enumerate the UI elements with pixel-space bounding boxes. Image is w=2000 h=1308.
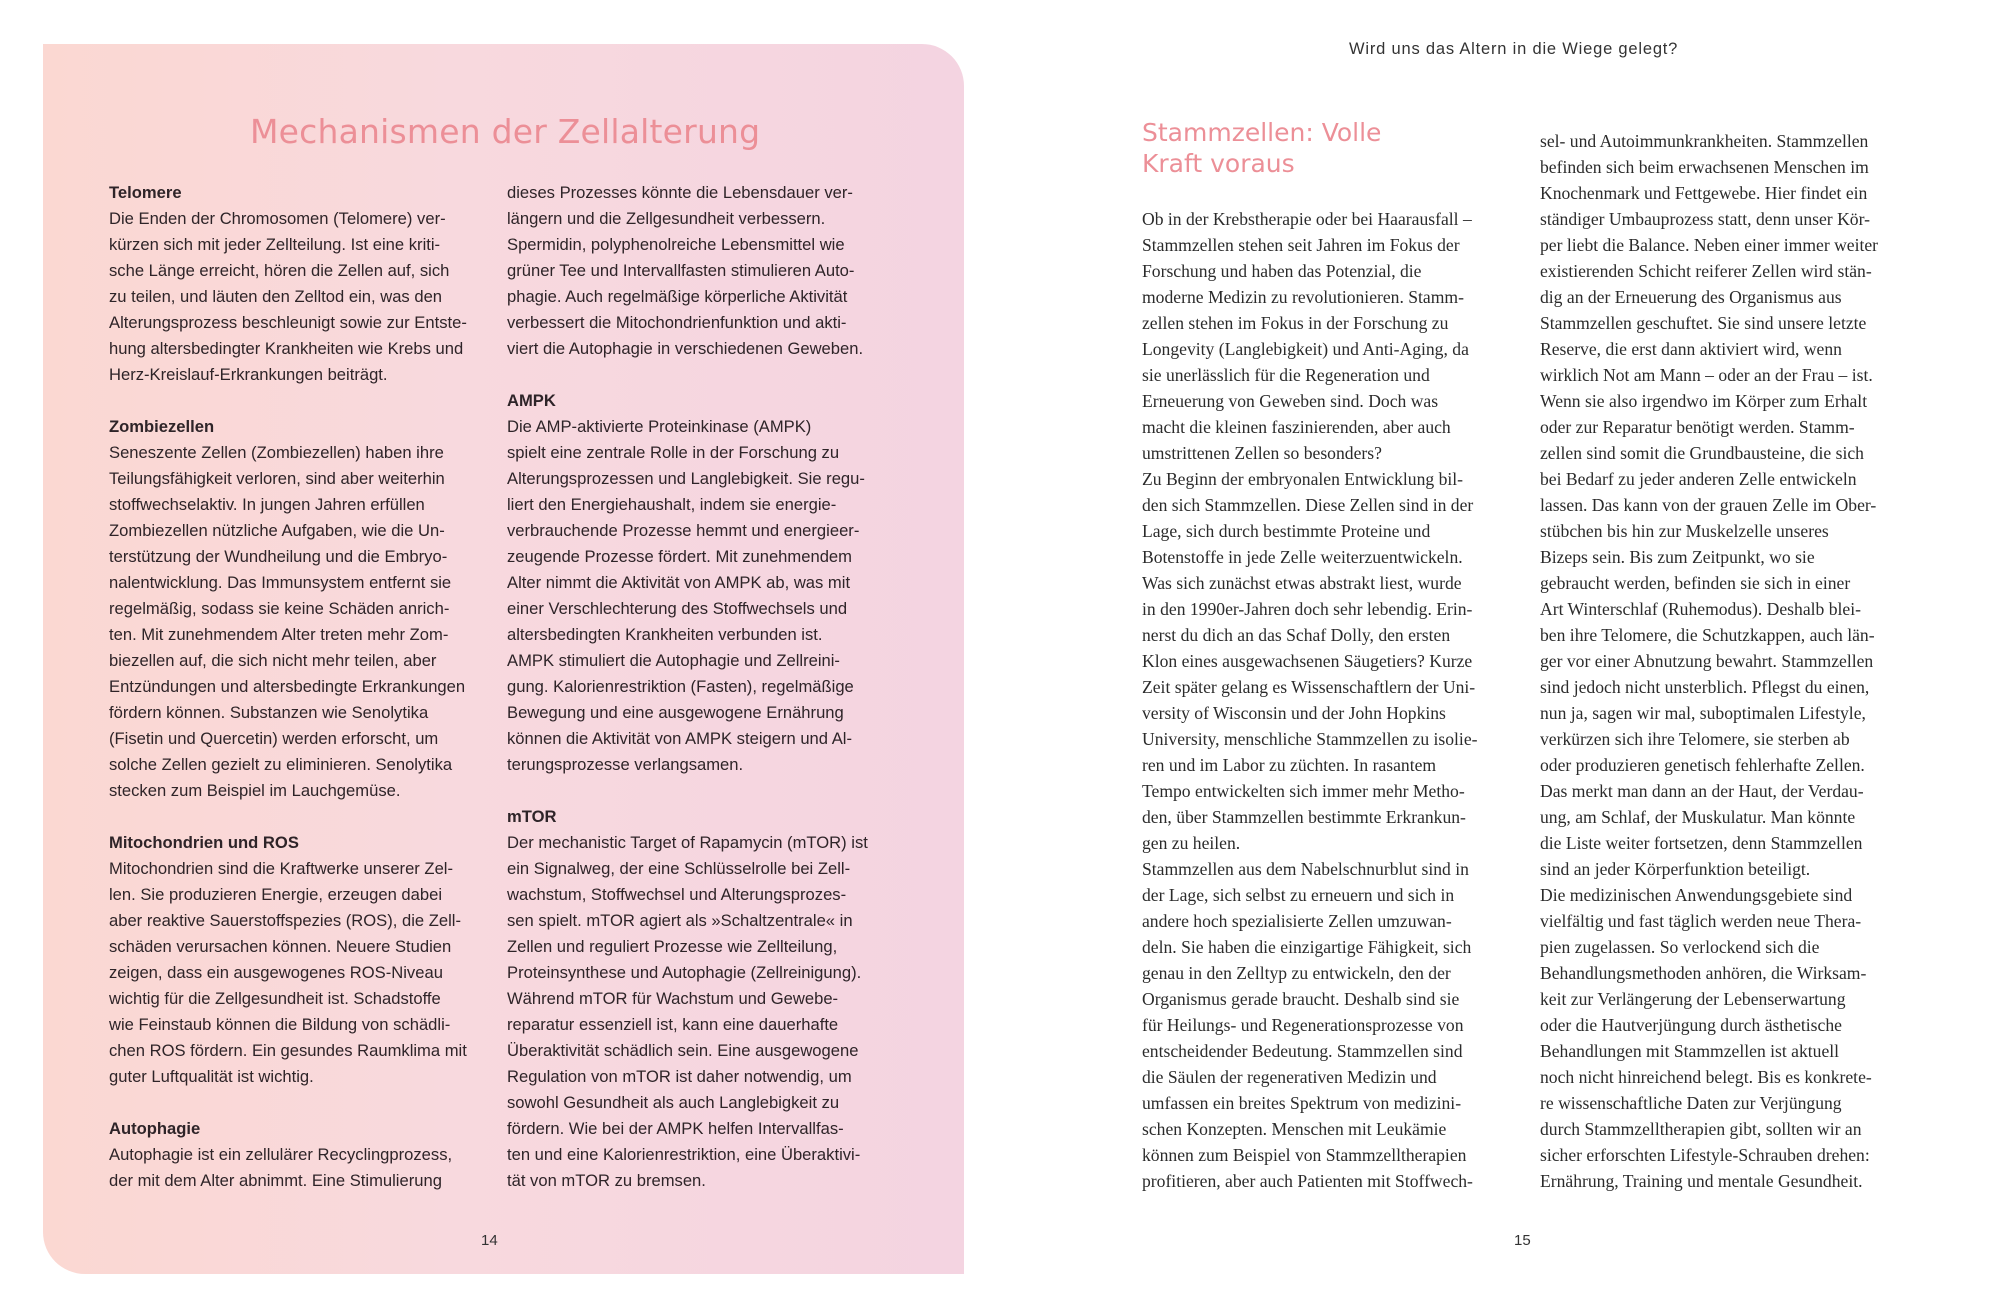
section-heading: Zombiezellen (109, 417, 215, 436)
left-page-number: 14 (481, 1232, 498, 1249)
section-zombiezellen (109, 414, 479, 804)
running-head: Wird uns das Altern in die Wiege gelegt? (1349, 40, 1679, 58)
section-mitochondrien (109, 830, 479, 1090)
section-heading: Telomere (109, 183, 182, 202)
left-page-column-2 (507, 180, 879, 1220)
left-page-title: Mechanismen der Zellalterung (250, 112, 761, 151)
section-telomere (109, 180, 479, 388)
section-heading: AMPK (507, 391, 556, 410)
section-body: Autophagie ist ein zellulärer Recyclingprozess, der mit dem Alter abnimmt. Eine Stimulierung (109, 1145, 453, 1190)
right-page-column-2 (1540, 128, 1920, 1194)
paragraph: Die medizinischen Anwendungsgebiete sind vielfältig und fast täglich werden neue Thera- pien zugelassen. So verlockend sich die Behandlungsmethoden anhören, die Wirksam- keit zur Verlängerung der Lebenserwartung oder die Hautverjüngung durch ästhetische Behandlungen mit Stammzellen ist aktuell noch nicht hinreichend belegt. Bis es konkrete- re wissenschaftliche Daten zur Verjüngung durch Stammzelltherapien gibt, sollten wir an sicher erforschten Lifestyle-Schrauben drehen: Ernährung, Training und mentale Gesundheit. (1540, 885, 1872, 1191)
left-page-column-1 (109, 180, 479, 1220)
section-body: Seneszente Zellen (Zombiezellen) haben ihre Teilungsfähigkeit verloren, sind aber weiterhin stoffwechselaktiv. In jungen Jahren erfüllen Zombiezellen nützliche Aufgaben, wie die Un- terstützung der Wundheilung und die Embryo- nalentwicklung. Das Immunsystem entfernt sie regelmäßig, sodass sie keine Schäden anrich- ten. Mit zunehmendem Alter treten mehr Zom- biezellen auf, die sich nicht mehr teilen, aber Entzündungen und altersbedingte Erkrankungen fördern können. Substanzen wie Senolytika (Fisetin und Quercetin) werden erforscht, um solche Zellen gezielt zu eliminieren. Senolytika stecken zum Beispiel im Lauchgemüse. (109, 443, 466, 800)
section-ampk (507, 388, 879, 778)
section-mtor (507, 804, 879, 1194)
section-autophagie (109, 1116, 479, 1194)
section-heading: Autophagie (109, 1119, 201, 1138)
right-page-title: Stammzellen: Volle Kraft voraus (1142, 118, 1382, 178)
paragraph: Stammzellen aus dem Nabelschnurblut sind in der Lage, sich selbst zu erneuern und sich in andere hoch spezialisierte Zellen umzuwan- deln. Sie haben die einzigartige Fähigkeit, sich genau in den Zelltyp zu entwickeln, den der Organismus gerade braucht. Deshalb sind sie für Heilungs- und Regenerationsprozesse von entscheidender Bedeutung. Stammzellen sind die Säulen der regenerativen Medizin und umfassen ein breites Spektrum von medizini- schen Konzepten. Menschen mit Leukämie können zum Beispiel von Stammzelltherapien profitieren, aber auch Patienten mit Stoffwech- (1142, 859, 1473, 1191)
right-page-number: 15 (1514, 1232, 1531, 1249)
paragraph: sel- und Autoimmunkrankheiten. Stammzellen befinden sich beim erwachsenen Menschen im Knochenmark und Fettgewebe. Hier findet ein ständiger Umbauprozess statt, denn unser Kör- per liebt die Balance. Neben einer immer weiter existierenden Schicht reiferer Zellen wird stän- dig an der Erneuerung des Organismus aus Stammzellen geschuftet. Sie sind unsere letzte Reserve, die erst dann aktiviert wird, wenn wirklich Not am Mann – oder an der Frau – ist. Wenn sie also irgendwo im Körper zum Erhalt oder zur Reparatur benötigt werden. Stamm- zellen sind somit die Grundbausteine, die sich bei Bedarf zu jeder anderen Zelle entwickeln lassen. Das kann von der grauen Zelle im Ober- stübchen bis hin zur Muskelzelle unseres Bizeps sein. Bis zum Zeitpunkt, wo sie gebraucht werden, befinden sie sich in einer Art Winterschlaf (Ruhemodus). Deshalb blei- ben ihre Telomere, die Schutzkappen, auch län- ger vor einer Abnutzung bewahrt. Stammzellen sind jedoch nicht unsterblich. Pflegst du einen, nun ja, sagen wir mal, suboptimalen Lifestyle, verkürzen sich ihre Telomere, sie sterben ab oder produzieren genetisch fehlerhafte Zellen. Das merkt man dann an der Haut, der Verdau- ung, am Schlaf, der Muskulatur. Man könnte die Liste weiter fortsetzen, denn Stammzellen sind an jeder Körperfunktion beteiligt. (1540, 131, 1879, 879)
right-page-column-1 (1142, 206, 1522, 1194)
section-body: Der mechanistic Target of Rapamycin (mTOR) ist ein Signalweg, der eine Schlüsselrolle bei Zell- wachstum, Stoffwechsel und Alterungsprozes- sen spielt. mTOR agiert als »Schaltzentrale« in Zellen und reguliert Prozesse wie Zellteilung, Proteinsynthese und Autophagie (Zellreinigung). Während mTOR für Wachstum und Gewebe- reparatur essenziell ist, kann eine dauerhafte Überaktivität schädlich sein. Eine ausgewogene Regulation von mTOR ist daher notwendig, um sowohl Gesundheit als auch Langlebigkeit zu fördern. Wie bei der AMPK helfen Intervallfas- ten und eine Kalorienrestriktion, eine Überaktivi- tät von mTOR zu bremsen. (507, 833, 868, 1190)
paragraph: Zu Beginn der embryonalen Entwicklung bil- den sich Stammzellen. Diese Zellen sind in der Lage, sich durch bestimmte Proteine und Botenstoffe in jede Zelle weiterzuentwickeln. Was sich zunächst etwas abstrakt liest, wurde in den 1990er-Jahren doch sehr lebendig. Erin- nerst du dich an das Schaf Dolly, den ersten Klon eines ausgewachsenen Säugetiers? Kurze Zeit später gelang es Wissenschaftlern der Uni- versity of Wisconsin und der John Hopkins University, menschliche Stammzellen zu isolie- ren und im Labor zu züchten. In rasantem Tempo entwickelten sich immer mehr Metho- den, über Stammzellen bestimmte Erkrankun- gen zu heilen. (1142, 469, 1478, 853)
section-heading: mTOR (507, 807, 557, 826)
section-body: Mitochondrien sind die Kraftwerke unserer Zel- len. Sie produzieren Energie, erzeugen dabei aber reaktive Sauerstoffspezies (ROS), die Zell- schäden verursachen können. Neuere Studien zeigen, dass ein ausgewogenes ROS-Niveau wichtig für die Zellgesundheit ist. Schadstoffe wie Feinstaub können die Bildung von schädli- chen ROS fördern. Ein gesundes Raumklima mit guter Luftqualität ist wichtig. (109, 859, 467, 1086)
section-heading: Mitochondrien und ROS (109, 833, 299, 852)
section-body: Die Enden der Chromosomen (Telomere) ver- kürzen sich mit jeder Zellteilung. Ist eine kriti- sche Länge erreicht, hören die Zellen auf, sich zu teilen, und läuten den Zelltod ein, was den Alterungsprozess beschleunigt sowie zur Entste- hung altersbedingter Krankheiten wie Krebs und Herz-Kreislauf-Erkrankungen beiträgt. (109, 209, 467, 384)
section-body: Die AMP-aktivierte Proteinkinase (AMPK) spielt eine zentrale Rolle in der Forschung zu Alterungsprozessen und Langlebigkeit. Sie regu- liert den Energiehaushalt, indem sie energie- verbrauchende Prozesse hemmt und energieer- zeugende Prozesse fördert. Mit zunehmendem Alter nimmt die Aktivität von AMPK ab, was mit einer Verschlechterung des Stoffwechsels und altersbedingten Krankheiten verbunden ist. AMPK stimuliert die Autophagie und Zellreini- gung. Kalorienrestriktion (Fasten), regelmäßige Bewegung und eine ausgewogene Ernährung können die Aktivität von AMPK steigern und Al- terungsprozesse verlangsamen. (507, 417, 865, 774)
paragraph: Ob in der Krebstherapie oder bei Haarausfall – Stammzellen stehen seit Jahren im Fokus der Forschung und haben das Potenzial, die moderne Medizin zu revolutionieren. Stamm- zellen stehen im Fokus in der Forschung zu Longevity (Langlebigkeit) und Anti-Aging, da sie unerlässlich für die Regeneration und Erneuerung von Geweben sind. Doch was macht die kleinen faszinierenden, aber auch umstrittenen Zellen so besonders? (1142, 209, 1472, 463)
autophagie-continuation: dieses Prozesses könnte die Lebensdauer ver- längern und die Zellgesundheit verbessern. Spermidin, polyphenolreiche Lebensmittel wie grüner Tee und Intervallfasten stimulieren Auto- phagie. Auch regelmäßige körperliche Aktivität verbessert die Mitochondrienfunktion und akti- viert die Autophagie in verschiedenen Geweben. (507, 183, 864, 358)
